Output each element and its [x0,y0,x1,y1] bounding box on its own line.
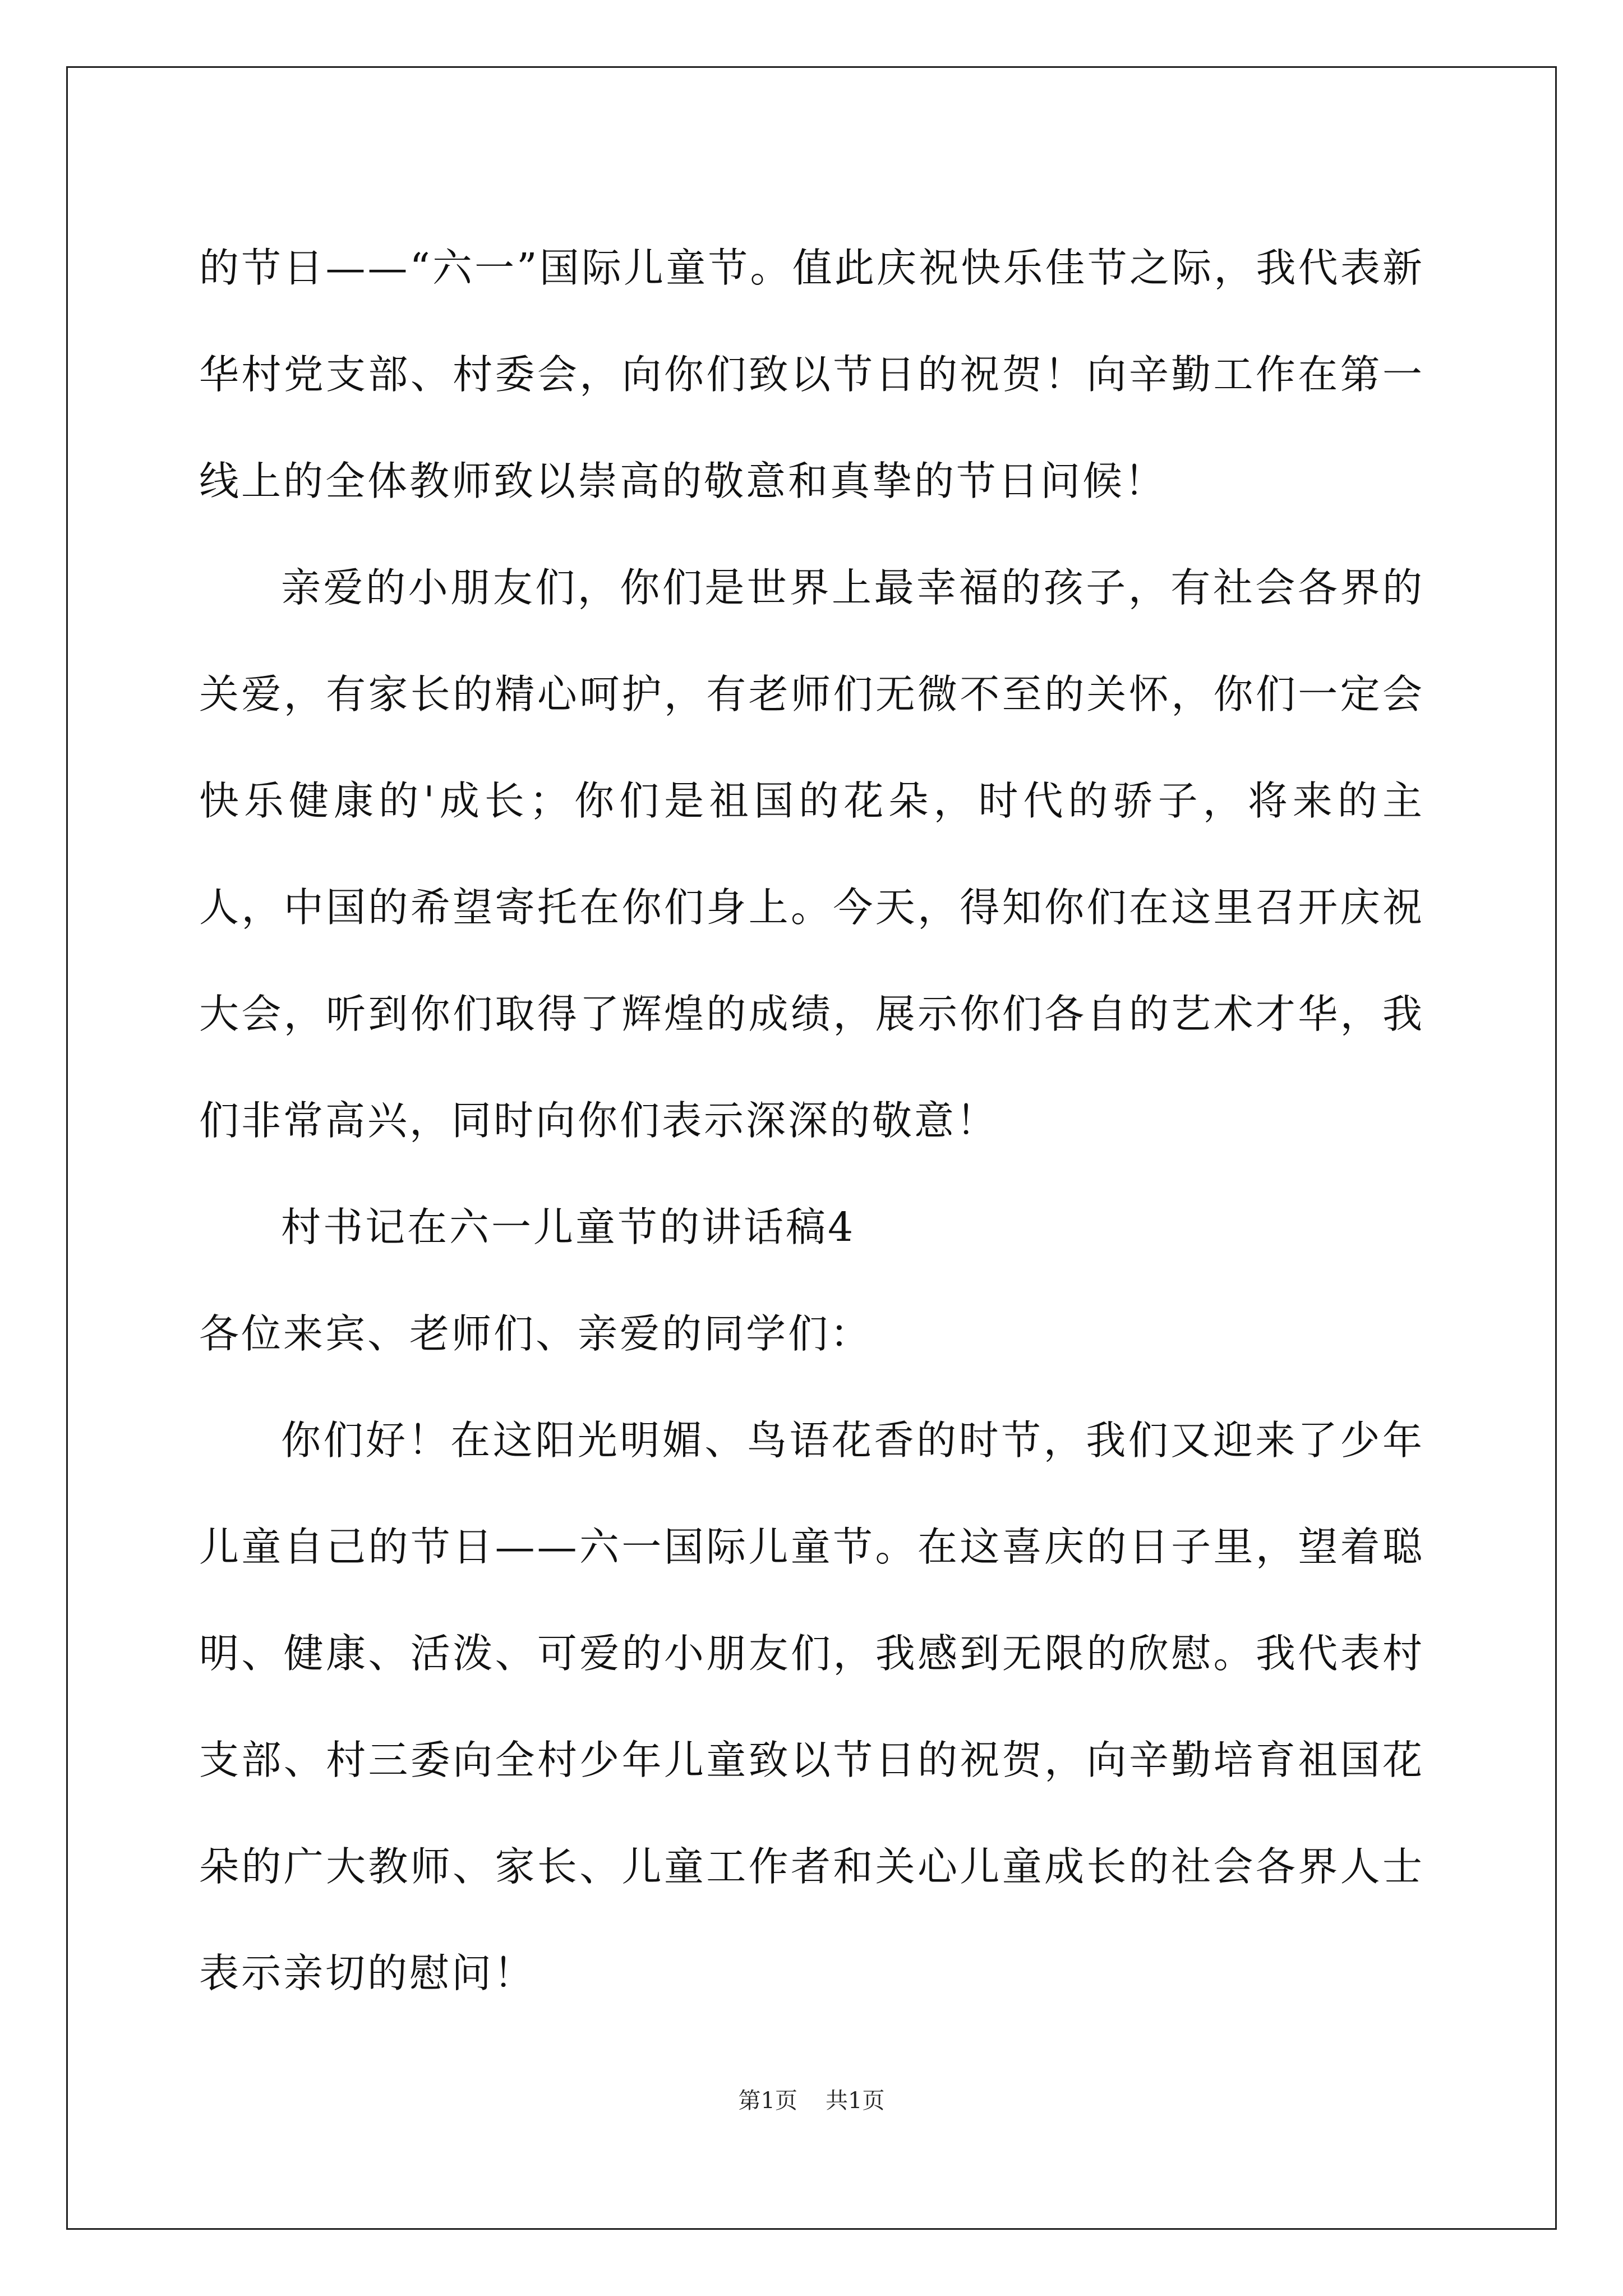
paragraph-greeting-continued: 的节日——“六一”国际儿童节。值此庆祝快乐佳节之际，我代表新华村党支部、村委会，向你们致以节日的祝贺！向辛勤工作在第一线上的全体教师致以崇高的敬意和真挚的节日问候！ [199,245,1424,504]
page-number-total: 共1页 [826,2088,885,2114]
paragraph-opening: 你们好！在这阳光明媚、鸟语花香的时节，我们又迎来了少年儿童自己的节日——六一国际儿童节。在这喜庆的日子里，望着聪明、健康、活泼、可爱的小朋友们，我感到无限的欣慰。我代表村支部、村三委向全村少年儿童致以节日的祝贺，向辛勤培育祖国花朵的广大教师、家长、儿童工作者和关心儿童成长的社会各界人士表示亲切的慰问！ [199,1417,1424,1996]
paragraph-children-message: 亲爱的小朋友们，你们是世界上最幸福的孩子，有社会各界的关爱，有家长的精心呵护，有老师们无微不至的关怀，你们一定会快乐健康的'成长；你们是祖国的花朵，时代的骄子，将来的主人，中国的希望寄托在你们身上。今天，得知你们在这里召开庆祝大会，听到你们取得了辉煌的成绩，展示你们各自的艺术才华，我们非常高兴，同时向你们表示深深的敬意！ [199,564,1424,1144]
page-number-current: 第1页 [738,2088,797,2114]
speech-salutation: 各位来宾、老师们、亲爱的同学们： [199,1310,873,1357]
document-body [199,215,1424,2027]
page-footer [0,2087,1623,2115]
speech-title: 村书记在六一儿童节的讲话稿4 [281,1204,856,1250]
